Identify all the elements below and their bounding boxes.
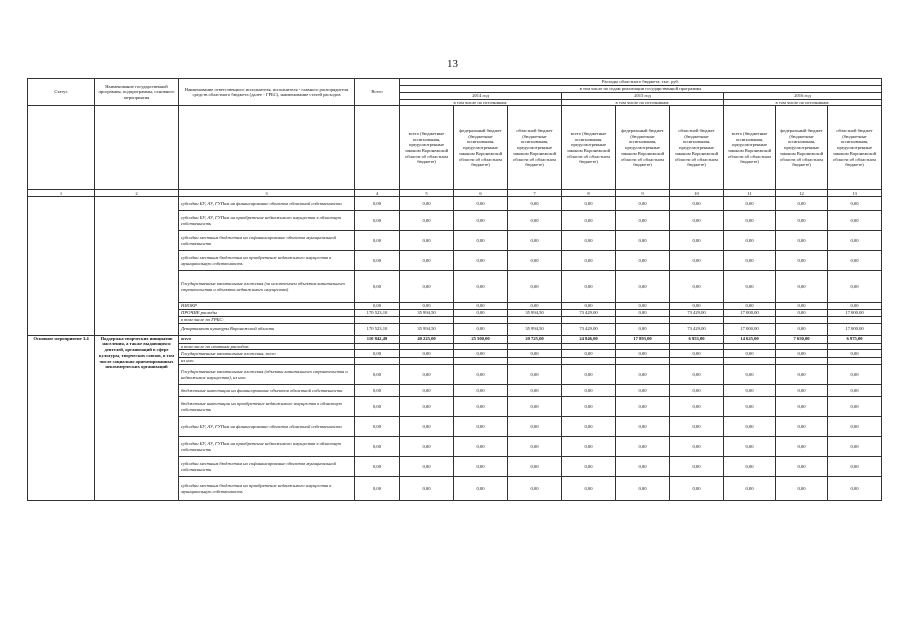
row-value: 0,00 xyxy=(828,231,882,251)
row-value: 73 429,00 xyxy=(670,310,724,317)
row-value: 0,00 xyxy=(670,251,724,271)
row-value: 0,00 xyxy=(562,417,616,437)
row-value: 35 994,50 xyxy=(400,323,454,335)
row-value xyxy=(616,358,670,365)
row-value: 0,00 xyxy=(562,271,616,303)
row-value xyxy=(508,316,562,323)
row-label: субсидии БУ, АУ, ГУПам на финансирование объектов областной собственности xyxy=(179,197,355,211)
row-value: 40 225,00 xyxy=(400,335,454,343)
row-value: 0,00 xyxy=(616,303,670,310)
row-value: 0,00 xyxy=(776,303,828,310)
row-value: 35 994,50 xyxy=(508,310,562,317)
row-value: 0,00 xyxy=(828,271,882,303)
row-value: 0,00 xyxy=(616,437,670,457)
row-value: 0,00 xyxy=(508,385,562,397)
row-label: бюджетные инвестиции на финансирование объектов областной собственности xyxy=(179,385,355,397)
row-label: субсидии местным бюджетам на приобретение недвижимого имущества в муниципальную собственность xyxy=(179,477,355,501)
row-label: субсидии местным бюджетам на софинансирование объектов муниципальной собственности xyxy=(179,231,355,251)
header-total: Всего xyxy=(355,79,400,106)
row-value: 20 725,00 xyxy=(508,335,562,343)
row-value: 170 523,10 xyxy=(355,310,400,317)
row-label: Государственные капитальные вложения (за исключением объектов капитального строительства и объектов недвижимого имущества) xyxy=(179,271,355,303)
measure-name: Поддержка творческих инициатив населения, а также выдающихся деятелей, организаций в сфере культуры, творческих союзов, в том числе социально ориентированных некоммерческих организаций xyxy=(95,335,179,500)
row-value: 0,00 xyxy=(508,350,562,358)
row-value: 0,00 xyxy=(616,323,670,335)
row-value: 0,00 xyxy=(828,437,882,457)
row-value xyxy=(828,358,882,365)
row-value: 0,00 xyxy=(454,310,508,317)
row-value: 0,00 xyxy=(454,251,508,271)
row-value: 0,00 xyxy=(562,477,616,501)
row-value: 14 625,00 xyxy=(724,335,776,343)
column-number: 8 xyxy=(562,190,616,197)
row-label: всего xyxy=(179,335,355,343)
row-value: 0,00 xyxy=(400,397,454,417)
row-value: 0,00 xyxy=(400,197,454,211)
row-value xyxy=(400,343,454,350)
row-value: 0,00 xyxy=(454,350,508,358)
row-value: 0,00 xyxy=(724,385,776,397)
row-value: 0,00 xyxy=(508,303,562,310)
budget-table xyxy=(27,78,882,501)
row-value: 0,00 xyxy=(670,303,724,310)
header-blank xyxy=(28,106,95,190)
row-value: 0,00 xyxy=(400,365,454,385)
row-label: в том числе по статьям расходов: xyxy=(179,343,355,350)
row-value: 0,00 xyxy=(776,457,828,477)
row-value: 0,00 xyxy=(670,477,724,501)
row-value: 0,00 xyxy=(670,365,724,385)
row-value: 0,00 xyxy=(355,397,400,417)
row-value: 0,00 xyxy=(562,197,616,211)
row-value: 35 994,50 xyxy=(508,323,562,335)
row-value: 0,00 xyxy=(562,397,616,417)
row-value: 0,00 xyxy=(776,251,828,271)
row-value: 0,00 xyxy=(724,457,776,477)
row-value: 0,00 xyxy=(616,385,670,397)
row-value: 0,00 xyxy=(776,271,828,303)
row-value: 0,00 xyxy=(562,385,616,397)
row-label: из них: xyxy=(179,358,355,365)
row-value: 0,00 xyxy=(355,271,400,303)
column-number: 9 xyxy=(616,190,670,197)
row-value xyxy=(776,316,828,323)
row-value: 0,00 xyxy=(400,350,454,358)
column-number: 12 xyxy=(776,190,828,197)
row-value: 0,00 xyxy=(724,303,776,310)
column-number: 11 xyxy=(724,190,776,197)
header-col-a: всего (бюджетные ассигнования, предусмотренные законом Воронежской области об областном бюджете) xyxy=(724,106,776,190)
row-value: 0,00 xyxy=(454,417,508,437)
header-col-b: федеральный бюджет (бюджетные ассигнования, предусмотренные законом Воронежской области об областном бюджете) xyxy=(454,106,508,190)
row-value: 0,00 xyxy=(670,231,724,251)
row-value xyxy=(355,358,400,365)
row-value: 0,00 xyxy=(828,417,882,437)
row-value xyxy=(670,358,724,365)
row-value: 0,00 xyxy=(562,211,616,231)
column-numbers-row xyxy=(28,190,882,197)
row-value xyxy=(562,358,616,365)
row-value: 0,00 xyxy=(508,251,562,271)
header-budget-title: Расходы областного бюджета, тыс. руб. xyxy=(400,79,882,86)
row-value: 0,00 xyxy=(724,211,776,231)
row-value: 0,00 xyxy=(616,365,670,385)
row-value: 0,00 xyxy=(670,197,724,211)
row-value: 0,00 xyxy=(454,457,508,477)
row-value: 0,00 xyxy=(670,350,724,358)
row-value: 0,00 xyxy=(776,477,828,501)
header-col-c: областной бюджет (бюджетные ассигнования, предусмотренные законом Воронежской области об областном бюджете) xyxy=(670,106,724,190)
row-value: 0,00 xyxy=(508,211,562,231)
row-value: 0,00 xyxy=(508,197,562,211)
row-value: 0,00 xyxy=(776,397,828,417)
row-value: 0,00 xyxy=(670,457,724,477)
row-value: 0,00 xyxy=(400,385,454,397)
row-value: 0,00 xyxy=(828,211,882,231)
row-label: ПРОЧИЕ расходы xyxy=(179,310,355,317)
row-value xyxy=(828,343,882,350)
header-col-b: федеральный бюджет (бюджетные ассигнования, предусмотренные законом Воронежской области об областном бюджете) xyxy=(616,106,670,190)
row-value: 0,00 xyxy=(355,365,400,385)
row-value: 0,00 xyxy=(616,271,670,303)
row-value xyxy=(355,343,400,350)
name-cell-empty xyxy=(95,197,179,335)
row-label: НИОКР xyxy=(179,303,355,310)
row-value xyxy=(776,358,828,365)
row-value xyxy=(562,343,616,350)
row-value: 0,00 xyxy=(355,231,400,251)
row-value xyxy=(508,343,562,350)
row-value: 0,00 xyxy=(776,323,828,335)
row-value: 0,00 xyxy=(508,457,562,477)
row-value xyxy=(400,316,454,323)
row-value: 73 429,00 xyxy=(670,323,724,335)
row-value: 6 975,00 xyxy=(828,335,882,343)
header-blank xyxy=(95,106,179,190)
row-value: 0,00 xyxy=(508,231,562,251)
row-value: 0,00 xyxy=(355,437,400,457)
row-value: 0,00 xyxy=(400,303,454,310)
header-blank xyxy=(355,106,400,190)
row-label: Государственные капитальные вложения, всего xyxy=(179,350,355,358)
row-value: 0,00 xyxy=(828,477,882,501)
row-value: 73 429,00 xyxy=(562,323,616,335)
column-number: 6 xyxy=(454,190,508,197)
row-value: 0,00 xyxy=(724,197,776,211)
row-value xyxy=(724,358,776,365)
row-label: субсидии местным бюджетам на приобретение недвижимого имущества в муниципальную собственность xyxy=(179,251,355,271)
row-value: 0,00 xyxy=(670,437,724,457)
row-value: 0,00 xyxy=(562,251,616,271)
row-value: 0,00 xyxy=(400,457,454,477)
row-label: Государственные капитальные вложения (объекты капитального строительства и недвижимое имущество), из них: xyxy=(179,365,355,385)
header-executor: Наименование ответственного исполнителя, исполнителя - главного распорядителя средств областного бюджета (далее - ГРБС), наименование статей расходов xyxy=(179,79,355,106)
row-value xyxy=(828,316,882,323)
row-value: 0,00 xyxy=(454,365,508,385)
row-value: 0,00 xyxy=(454,197,508,211)
row-value: 7 650,00 xyxy=(776,335,828,343)
row-value: 0,00 xyxy=(508,437,562,457)
row-value xyxy=(616,316,670,323)
row-value: 0,00 xyxy=(776,365,828,385)
row-value: 17 000,00 xyxy=(828,310,882,317)
row-value: 0,00 xyxy=(828,385,882,397)
row-value: 17 000,00 xyxy=(724,323,776,335)
header-col-c: областной бюджет (бюджетные ассигнования, предусмотренные законом Воронежской области об областном бюджете) xyxy=(828,106,882,190)
row-value: 0,00 xyxy=(355,350,400,358)
row-value xyxy=(724,316,776,323)
row-label: субсидии БУ, АУ, ГУПам на приобретение недвижимого имущества в областную собственность xyxy=(179,211,355,231)
row-value: 0,00 xyxy=(454,303,508,310)
row-value: 0,00 xyxy=(776,385,828,397)
row-value: 17 000,00 xyxy=(828,323,882,335)
header-col-a: всего (бюджетные ассигнования, предусмотренные законом Воронежской области об областном бюджете) xyxy=(562,106,616,190)
row-value: 0,00 xyxy=(616,310,670,317)
header-year-2016: 2016 год xyxy=(724,93,882,100)
row-value: 0,00 xyxy=(616,397,670,417)
row-value: 0,00 xyxy=(724,397,776,417)
row-value: 17 000,00 xyxy=(724,310,776,317)
row-value: 0,00 xyxy=(828,251,882,271)
row-value xyxy=(400,358,454,365)
row-value: 0,00 xyxy=(400,251,454,271)
row-value xyxy=(454,358,508,365)
row-value: 0,00 xyxy=(776,197,828,211)
row-value: 0,00 xyxy=(454,397,508,417)
row-value: 0,00 xyxy=(355,197,400,211)
row-value: 0,00 xyxy=(562,457,616,477)
row-value xyxy=(355,316,400,323)
header-program-name: Наименование государственной программы, подпрограммы, основного мероприятия xyxy=(95,79,179,106)
header-col-a: всего (бюджетные ассигнования, предусмотренные законом Воронежской области об областном бюджете) xyxy=(400,106,454,190)
row-value: 0,00 xyxy=(508,477,562,501)
column-number: 1 xyxy=(28,190,95,197)
row-value: 0,00 xyxy=(724,350,776,358)
row-value: 110 842,49 xyxy=(355,335,400,343)
row-value xyxy=(616,343,670,350)
row-value xyxy=(454,316,508,323)
header-sources-2016: в том числе по источникам: xyxy=(724,99,882,106)
row-value: 0,00 xyxy=(400,271,454,303)
row-value xyxy=(724,343,776,350)
row-value: 0,00 xyxy=(454,231,508,251)
row-value: 0,00 xyxy=(670,417,724,437)
row-value: 0,00 xyxy=(776,310,828,317)
header-sources-2015: в том числе по источникам: xyxy=(562,99,724,106)
row-value: 0,00 xyxy=(616,457,670,477)
row-value: 0,00 xyxy=(562,365,616,385)
row-value xyxy=(508,358,562,365)
row-value: 17 893,00 xyxy=(616,335,670,343)
status-cell-empty xyxy=(28,197,95,335)
row-value: 0,00 xyxy=(355,477,400,501)
row-value: 6 953,00 xyxy=(670,335,724,343)
row-label: Департамент культуры Воронежской области xyxy=(179,323,355,335)
row-value xyxy=(562,316,616,323)
header-status: Статус xyxy=(28,79,95,106)
row-value: 0,00 xyxy=(562,437,616,457)
row-value: 0,00 xyxy=(355,303,400,310)
row-value: 0,00 xyxy=(616,350,670,358)
row-value xyxy=(670,343,724,350)
row-value: 0,00 xyxy=(400,417,454,437)
table-body-top xyxy=(28,197,882,335)
row-value: 0,00 xyxy=(724,437,776,457)
column-number: 4 xyxy=(355,190,400,197)
row-value: 0,00 xyxy=(454,211,508,231)
row-value: 0,00 xyxy=(724,271,776,303)
row-value: 0,00 xyxy=(724,231,776,251)
row-value: 0,00 xyxy=(670,271,724,303)
row-value: 0,00 xyxy=(562,231,616,251)
row-value: 0,00 xyxy=(454,323,508,335)
row-value: 24 846,00 xyxy=(562,335,616,343)
header-year-2015: 2015 год xyxy=(562,93,724,100)
row-value: 0,00 xyxy=(454,385,508,397)
row-value: 0,00 xyxy=(616,211,670,231)
row-value: 0,00 xyxy=(776,231,828,251)
header-col-c: областной бюджет (бюджетные ассигнования, предусмотренные законом Воронежской области об областном бюджете) xyxy=(508,106,562,190)
row-value: 0,00 xyxy=(776,211,828,231)
row-value xyxy=(670,316,724,323)
row-value: 0,00 xyxy=(508,365,562,385)
row-value: 0,00 xyxy=(828,397,882,417)
row-value: 0,00 xyxy=(828,350,882,358)
row-value: 0,00 xyxy=(616,251,670,271)
row-value: 0,00 xyxy=(508,397,562,417)
column-number: 3 xyxy=(179,190,355,197)
row-label: в том числе по ГРБС: xyxy=(179,316,355,323)
row-value: 0,00 xyxy=(670,211,724,231)
row-value: 0,00 xyxy=(724,251,776,271)
column-number: 2 xyxy=(95,190,179,197)
row-value: 0,00 xyxy=(400,211,454,231)
header-budget-subtitle: в том числе по годам реализации государственной программы xyxy=(400,86,882,93)
row-value: 0,00 xyxy=(562,350,616,358)
row-label: субсидии БУ, АУ, ГУПам на приобретение недвижимого имущества в областную собственность xyxy=(179,437,355,457)
row-value: 0,00 xyxy=(454,477,508,501)
row-value: 0,00 xyxy=(724,417,776,437)
row-value: 0,00 xyxy=(616,477,670,501)
row-value: 0,00 xyxy=(776,350,828,358)
row-value: 0,00 xyxy=(355,385,400,397)
row-value: 0,00 xyxy=(562,303,616,310)
table-body-bottom xyxy=(28,335,882,500)
row-value: 73 429,00 xyxy=(562,310,616,317)
row-value: 0,00 xyxy=(828,197,882,211)
row-value: 0,00 xyxy=(508,271,562,303)
row-value: 0,00 xyxy=(828,365,882,385)
column-number: 7 xyxy=(508,190,562,197)
row-value xyxy=(776,343,828,350)
row-label: бюджетные инвестиции на приобретение недвижимого имущества в областную собственность xyxy=(179,397,355,417)
row-value: 0,00 xyxy=(454,437,508,457)
row-value: 170 523,10 xyxy=(355,323,400,335)
row-label: субсидии местным бюджетам на софинансирование объектов муниципальной собственности xyxy=(179,457,355,477)
row-value: 0,00 xyxy=(400,231,454,251)
row-value: 0,00 xyxy=(616,417,670,437)
row-value: 0,00 xyxy=(400,437,454,457)
row-value: 0,00 xyxy=(828,303,882,310)
row-value: 0,00 xyxy=(454,271,508,303)
row-value: 0,00 xyxy=(776,417,828,437)
header-sources-2014: в том числе по источникам: xyxy=(400,99,562,106)
row-value: 0,00 xyxy=(400,477,454,501)
column-number: 10 xyxy=(670,190,724,197)
row-value: 0,00 xyxy=(508,417,562,437)
table-row xyxy=(28,335,882,343)
row-value: 0,00 xyxy=(616,197,670,211)
row-value: 0,00 xyxy=(670,397,724,417)
row-label: субсидии БУ, АУ, ГУПам на финансирование объектов областной собственности xyxy=(179,417,355,437)
row-value: 0,00 xyxy=(828,457,882,477)
row-value: 0,00 xyxy=(355,211,400,231)
page-number: 13 xyxy=(447,58,458,70)
header-blank xyxy=(179,106,355,190)
measure-status: Основное мероприятие 3.4 xyxy=(28,335,95,500)
column-number: 13 xyxy=(828,190,882,197)
row-value: 0,00 xyxy=(670,385,724,397)
row-value: 0,00 xyxy=(616,231,670,251)
row-value: 0,00 xyxy=(724,477,776,501)
row-value xyxy=(454,343,508,350)
row-value: 0,00 xyxy=(724,365,776,385)
row-value: 0,00 xyxy=(776,437,828,457)
row-value: 35 994,50 xyxy=(400,310,454,317)
header-year-2014: 2014 год xyxy=(400,93,562,100)
column-number: 5 xyxy=(400,190,454,197)
row-value: 25 500,00 xyxy=(454,335,508,343)
table-row xyxy=(28,197,882,211)
row-value: 0,00 xyxy=(355,251,400,271)
row-value: 0,00 xyxy=(355,457,400,477)
header-col-b: федеральный бюджет (бюджетные ассигнования, предусмотренные законом Воронежской области об областном бюджете) xyxy=(776,106,828,190)
row-value: 0,00 xyxy=(355,417,400,437)
